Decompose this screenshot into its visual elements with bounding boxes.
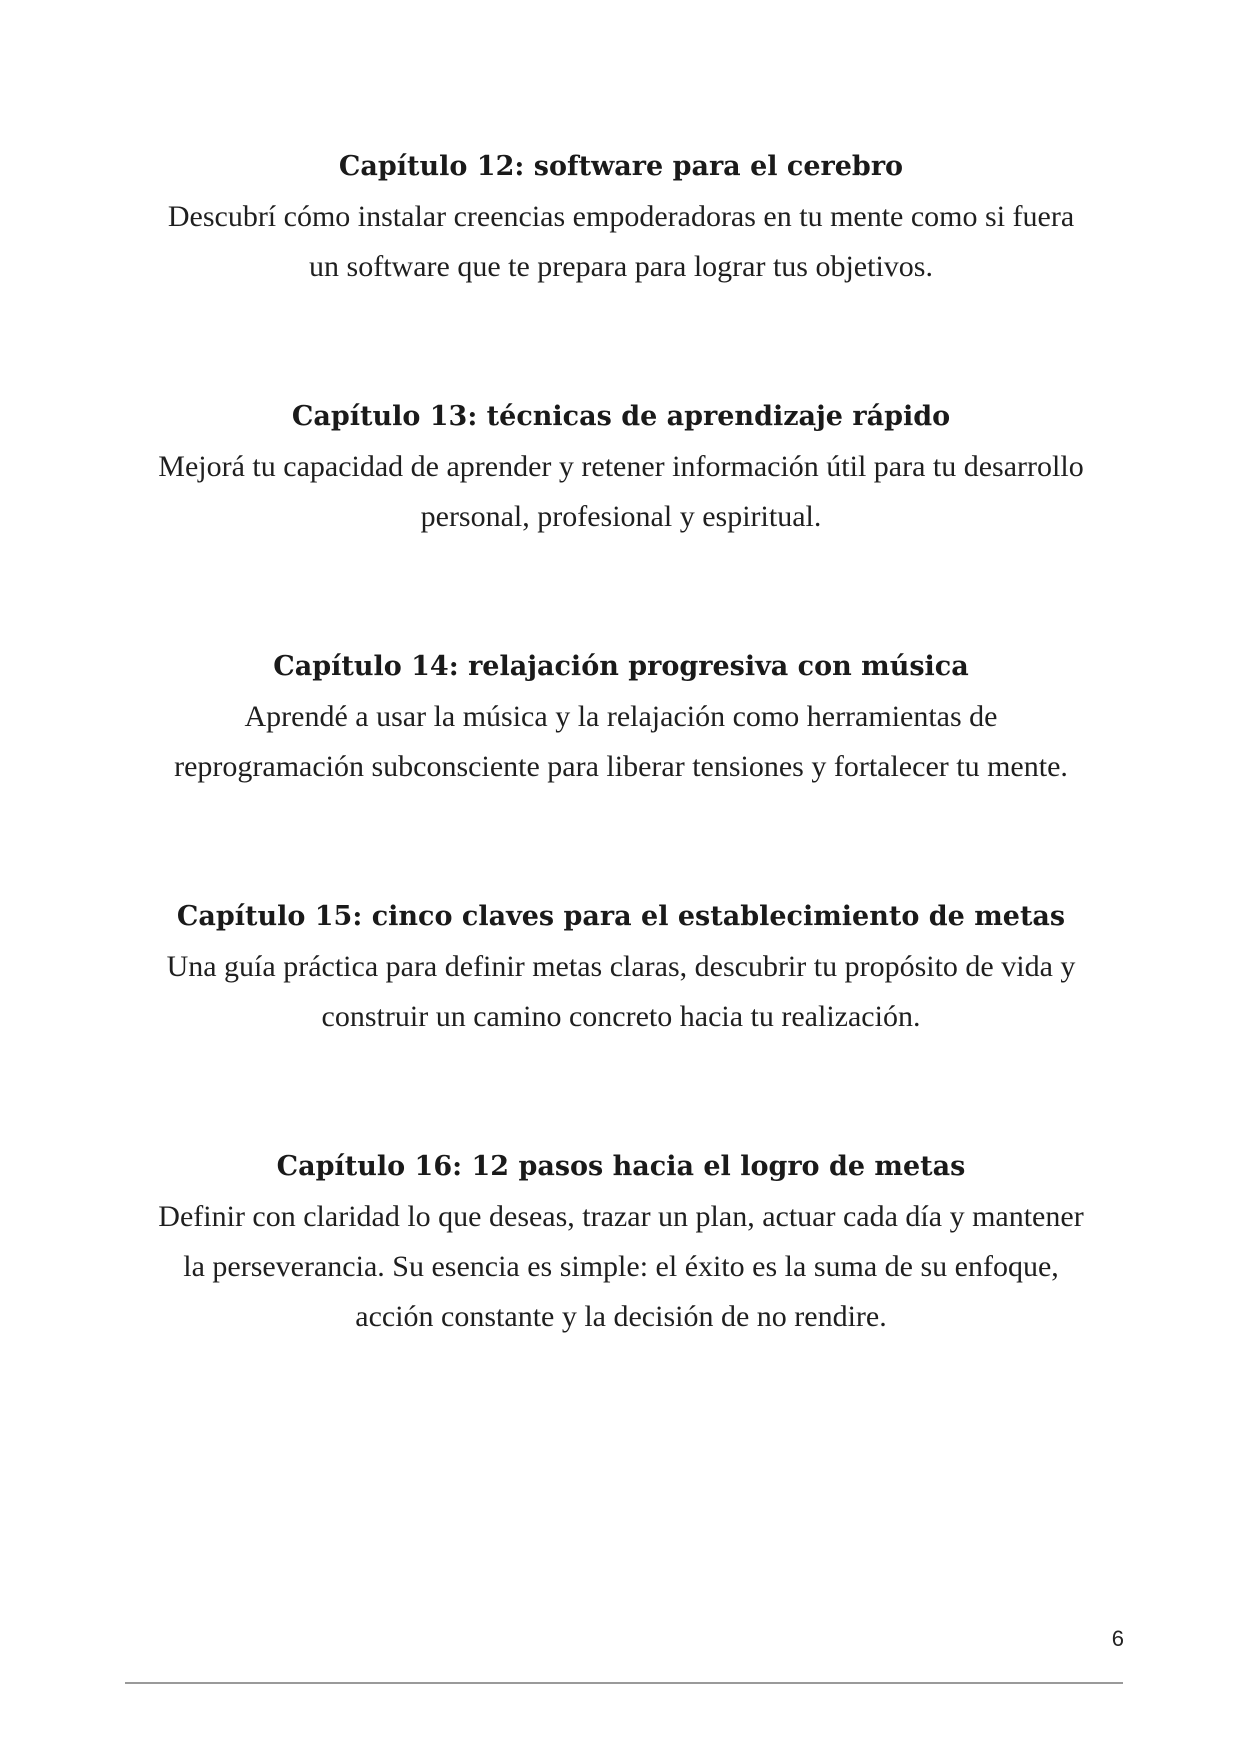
chapter-14 (0, 642, 1242, 792)
chapter-description-line: personal, profesional y espiritual. (420, 500, 822, 533)
footer-divider (125, 1682, 1123, 1684)
chapter-description-line: reprogramación subconsciente para liberar tensiones y fortalecer tu mente. (174, 750, 1068, 783)
chapter-title: Capítulo 12: software para el cerebro (338, 151, 904, 182)
chapter-description-line: Aprendé a usar la música y la relajación como herramientas de (244, 700, 998, 733)
chapter-15 (0, 892, 1242, 1042)
chapter-description-line: construir un camino concreto hacia tu realización. (321, 1000, 921, 1033)
chapter-description-line: Una guía práctica para definir metas claras, descubrir tu propósito de vida y (166, 950, 1076, 983)
chapter-description-line: un software que te prepara para lograr tus objetivos. (309, 250, 933, 283)
chapter-title: Capítulo 15: cinco claves para el establecimiento de metas (176, 901, 1066, 932)
chapter-16 (0, 1142, 1242, 1342)
chapter-description-line: Mejorá tu capacidad de aprender y retener información útil para tu desarrollo (158, 450, 1084, 483)
chapter-title: Capítulo 14: relajación progresiva con música (273, 651, 969, 682)
chapter-description-line: la perseverancia. Su esencia es simple: el éxito es la suma de su enfoque, (183, 1250, 1059, 1283)
chapter-12 (0, 142, 1242, 292)
chapter-description-line: Descubrí cómo instalar creencias empoderadoras en tu mente como si fuera (167, 200, 1075, 233)
chapter-description-line: Definir con claridad lo que deseas, trazar un plan, actuar cada día y mantener (158, 1200, 1084, 1233)
chapter-description-line: acción constante y la decisión de no rendire. (355, 1300, 887, 1333)
chapter-13 (0, 392, 1242, 542)
page-number: 6 (1111, 1626, 1124, 1651)
chapter-title: Capítulo 13: técnicas de aprendizaje rápido (291, 401, 951, 432)
chapter-title: Capítulo 16: 12 pasos hacia el logro de metas (276, 1151, 966, 1182)
